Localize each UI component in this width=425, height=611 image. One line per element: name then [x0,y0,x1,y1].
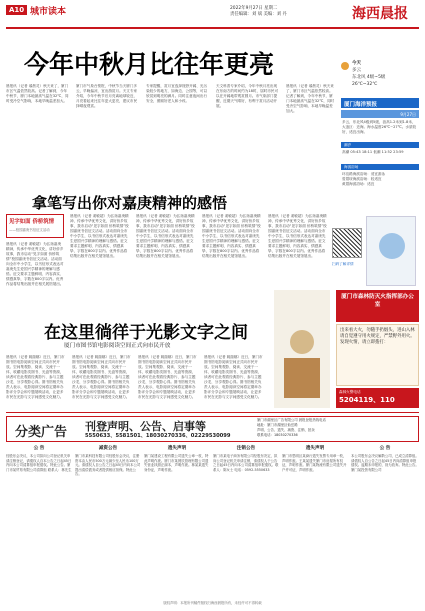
lead-col-2: 厦门市气象台预报，中秋节当天厦门多云，早晚偏凉，宜出游赏月。天文专家介绍，今年中秋节后月亮离地球较近，月亮看起来比往年更大更亮，建议市民择晴夜观赏。 [76,84,138,108]
classified-title: 遗失声明 [305,446,325,451]
illustration-figure [379,233,405,259]
tide-times: 高潮 05:43 18:11 低潮 11:52 23:59 [342,150,404,154]
newspaper-logo: 海西晨报 [352,6,408,22]
story2-col-4: 晨报讯（记者 姜敏超）为弘扬嘉庚精神，传承中华优秀文化，讲好侨乡故事，我市启动“见字如面 侨桥筑情”校园嘉庚书信征文活动。活动面向全市中小学生，以书信形式表达对嘉庚先生爱国兴学精神的理解与感悟。征文要求主题鲜明、内容真实、情感真挚，字数在800字以内。优秀作品将结集出版并在相关展馆展出。 [202,214,261,258]
classified-title: 公 告 [379,446,391,451]
section-title: 城市读本 [30,7,67,17]
illustration-image [366,216,416,286]
fire-hotline-label: 森林火警电话 [339,390,361,394]
classifieds-contact [257,418,417,438]
story3-col-2: 晨报讯（记者 姚瑞娜）近日，厦门市图书馆电影阅读空间正式向市民开放。空间集观影、阅读、交流于一体，收藏电影类图书、光盘等资源，读者可在此观看经典影片、参与主题沙龙、分享观影心得。图书馆相关负责人表示，电影阅读空间将定期举办影评分享会和专题展映活动，让更多市民在光影与文字间感受文化魅力。 [72,355,131,399]
classifieds-header [6,416,419,442]
story3-col-1: 晨报讯（记者 姚瑞娜）近日，厦门市图书馆电影阅读空间正式向市民开放。空间集观影、阅读、交流于一体，收藏电影类图书、光盘等资源，读者可在此观看经典影片、参与主题沙龙、分享观影心得。图书馆相关负责人表示，电影阅读空间将定期举办影评分享会和专题展映活动，让更多市民在光影与文字间感受文化魅力。 [6,355,65,399]
classified-body: 厦门市某电子商务有限公司经股东决定，拟向公司登记机关申请注销，请债权人于公告之日起45日内向本公司清算组申报债权。联系人：陈女士 电话：0592-5550633 [213,454,279,472]
photo-figure [290,330,314,354]
fire-prevention-title: 厦门市森林防灭火指挥部办公室 [341,294,414,308]
event-badge-sub: ——校园嘉庚书信征文活动 [9,228,50,232]
editor-credit: 责任编辑：刘 斌 美编：刘 丹 [230,12,287,17]
issue-date: 2022年9月27日 星期二 [230,6,278,11]
story2-col-2: 晨报讯（记者 姜敏超）为弘扬嘉庚精神，传承中华优秀文化，讲好侨乡故事，我市启动“见字如面 侨桥筑情”校园嘉庚书信征文活动。活动面向全市中小学生，以书信形式表达对嘉庚先生爱国兴学精神的理解与感悟。征文要求主题鲜明、内容真实、情感真挚，字数在800字以内。优秀作品将结集出版并在相关展馆展出。 [70,214,129,258]
classified-column [144,445,210,595]
classifieds-phones: 5550633、5581501、18030270336、02229530099 [85,433,231,439]
page-header [0,0,425,30]
fire-hotline-number: 5204119、110 [339,396,395,404]
classified-body: 经股东会决议，本公司拟向公司登记机关申请注销登记，请债权人自本公告之日起45日内向本公司清算组申报债权。特此公告。厦门市某贸易有限公司清算组 联系人：林先生 [6,454,72,472]
story3-col-3: 晨报讯（记者 姚瑞娜）近日，厦门市图书馆电影阅读空间正式向市民开放。空间集观影、阅读、交流于一体，收藏电影类图书、光盘等资源，读者可在此观看经典影片、参与主题沙龙、分享观影心得。图书馆相关负责人表示，电影阅读空间将定期举办影评分享会和专题展映活动，让更多市民在光影与文字间感受文化魅力。 [138,355,197,399]
classified-body: 厦门市思明区某商行遗失发票专用章一枚，声明作废。王某某遗失厦门市房屋所有权证，声明作废。厦门某物流有限公司遗失开户许可证，声明作废。 [282,454,347,472]
classified-column [351,445,419,595]
classified-column [282,445,348,595]
beach-info: 环岛路海滨浴场：适宜游泳 曾厝垵海滨浴场：较适宜 黄厝海滨浴场：适宜 [342,172,386,186]
marine-date: 9月27日 [341,110,419,118]
lead-col-5: 晨报讯（记者 翁晨灵）秋天来了，厦门市区气温依然较高。记者了解到，今年中秋节，厦门本地最高气温在32℃，同时受冷空气影响，本地早晚温差加大。 [286,84,335,113]
today-temp: 26℃~32℃ [352,82,378,87]
footer-note: 版权声明：本报所刊稿件版权归海西晨报所有，未经许可不得转载 [163,601,262,605]
classified-body: 厦门市某科技有限公司经股东会决议，注册资本由人民币500万元减少至人民币100万元。请债权人自公告之日起45日内向本公司提出清偿债务或者提供相应担保。特此公告。 [75,454,141,477]
classified-body: 本公司股东会决议解散公司，已成立清算组。请债权人自公告之日起45日内向清算组申报债权。逾期未申报的，视为放弃。特此公告。厦门某投资有限公司 [351,454,419,472]
story3-col-4: 晨报讯（记者 姚瑞娜）近日，厦门市图书馆电影阅读空间正式向市民开放。空间集观影、阅读、交流于一体，收藏电影类图书、光盘等资源，读者可在此观看经典影片、参与主题沙龙、分享观影心得。图书馆相关负责人表示，电影阅读空间将定期举办影评分享会和专题展映活动，让更多市民在光影与文字间感受文化魅力。 [204,355,263,399]
classifieds-banner: 刊登声明、公告、启事等 [85,420,206,433]
beach-title: 海滨浴场 [341,164,419,170]
header-rule [6,27,419,29]
tide-title: 潮汐 [341,142,419,148]
classified-title: 公 告 [33,446,45,451]
event-badge [6,214,64,238]
lead-col-1: 晨报讯（记者 翁晨灵）秋天来了，厦门市区气温依然较高。记者了解到，今年中秋节，厦门本地最高气温在32℃，同时受冷空气影响，本地早晚温差加大。 [6,84,69,103]
story2-headline: 拿笔写出你对嘉庚精神的感悟 [32,194,228,212]
today-desc: 多云 [352,68,361,73]
contact-line: 联系电话：18030270336 [257,433,298,437]
header-meta [230,6,350,18]
event-badge-title: 见字如面 侨桥筑情 [9,219,55,225]
classified-title: 减资公告 [98,446,118,451]
contact-line: 地址：厦门市湖里区仙岳路 [257,423,298,427]
qr-caption: 扫码了解详情 [332,262,354,266]
sun-icon [341,62,349,70]
fire-hotline-box [336,388,419,408]
lead-col-3: 专家提醒，赏月宜选择视野开阔、光污染较少的地方，如海边、公园等，可以欣赏到明亮的满月。同时注意夜间出行安全，照顾好老人和小孩。 [146,84,208,103]
today-label: 今天 [352,61,361,66]
today-wind: 东北风 4级~5级 [352,75,386,80]
contact-line: 声明、公告、遗失、减资、注销、拍卖 [257,428,315,432]
classified-column [6,445,72,595]
contact-line: 厦门市湖里区广告有限公司 晨报登报热线电话 [257,418,326,422]
classified-title: 遗失声明 [167,446,187,451]
story3-headline: 在这里徜徉于光影文字之间 [44,323,248,343]
classified-body: 厦门某建设工程有限公司遗失公章一枚，特此声明作废。厦门市某餐饮管理有限公司遗失营业执照正副本，声明作废。林某某遗失身份证，声明作废。 [144,454,209,472]
story3-subheadline: 厦门市图书馆电影阅读空间正式向市民开放 [64,343,171,349]
story2-col-1: 晨报讯（记者 姜敏超）为弘扬嘉庚精神，传承中华优秀文化，讲好侨乡故事，我市启动“见字如面 侨桥筑情”校园嘉庚书信征文活动。活动面向全市中小学生，以书信形式表达对嘉庚先生爱国兴学精神的理解与感悟。征文要求主题鲜明、内容真实、情感真挚，字数在800字以内。优秀作品将结集出版并在相关展馆展出。 [6,242,64,286]
classified-column [75,445,141,595]
classifieds-grid [6,445,419,595]
qr-code[interactable] [332,228,362,258]
classified-title: 注销公告 [236,446,256,451]
fire-prevention-notice: 出来看大火，勿随手扔烟头，进山入林请自觉遵守用火规定，严禁野外用火。发现火情，请立即拨打： [336,324,419,386]
classifieds-rule [6,412,419,413]
marine-details: 多云，东北风4级到5级，浪高1.2米到1.8米，大浪区：近海。海水温度26℃~27℃。水质较好，适宜出海。 [342,120,417,134]
lead-headline: 今年中秋月比往年更亮 [24,50,275,79]
story2-col-3: 晨报讯（记者 姜敏超）为弘扬嘉庚精神，传承中华优秀文化，讲好侨乡故事，我市启动“见字如面 侨桥筑情”校园嘉庚书信征文活动。活动面向全市中小学生，以书信形式表达对嘉庚先生爱国兴学精神的理解与感悟。征文要求主题鲜明、内容真实、情感真挚，字数在800字以内。优秀作品将结集出版并在相关展馆展出。 [136,214,195,258]
photo-figure-body [284,358,320,398]
classified-column [213,445,279,595]
lead-col-4: 天文科普专家介绍，今年中秋月亮出现在东南方的时间约为18时，届时市民可以在开阔地带观赏圆月。市气象部门提醒，近期天气晴好，有利于赏月活动开展。 [216,84,279,108]
classifieds-heading: 分类广告 [15,425,68,440]
today-weather [341,60,419,96]
page-number: A10 [6,5,27,15]
story3-photo [274,290,330,408]
marine-forecast-title: 厦门海洋预报 [341,98,419,108]
fire-prevention-box [336,290,419,322]
story2-col-5: 晨报讯（记者 姜敏超）为弘扬嘉庚精神，传承中华优秀文化，讲好侨乡故事，我市启动“见字如面 侨桥筑情”校园嘉庚书信征文活动。活动面向全市中小学生，以书信形式表达对嘉庚先生爱国兴学精神的理解与感悟。征文要求主题鲜明、内容真实、情感真挚，字数在800字以内。优秀作品将结集出版并在相关展馆展出。 [268,214,327,258]
